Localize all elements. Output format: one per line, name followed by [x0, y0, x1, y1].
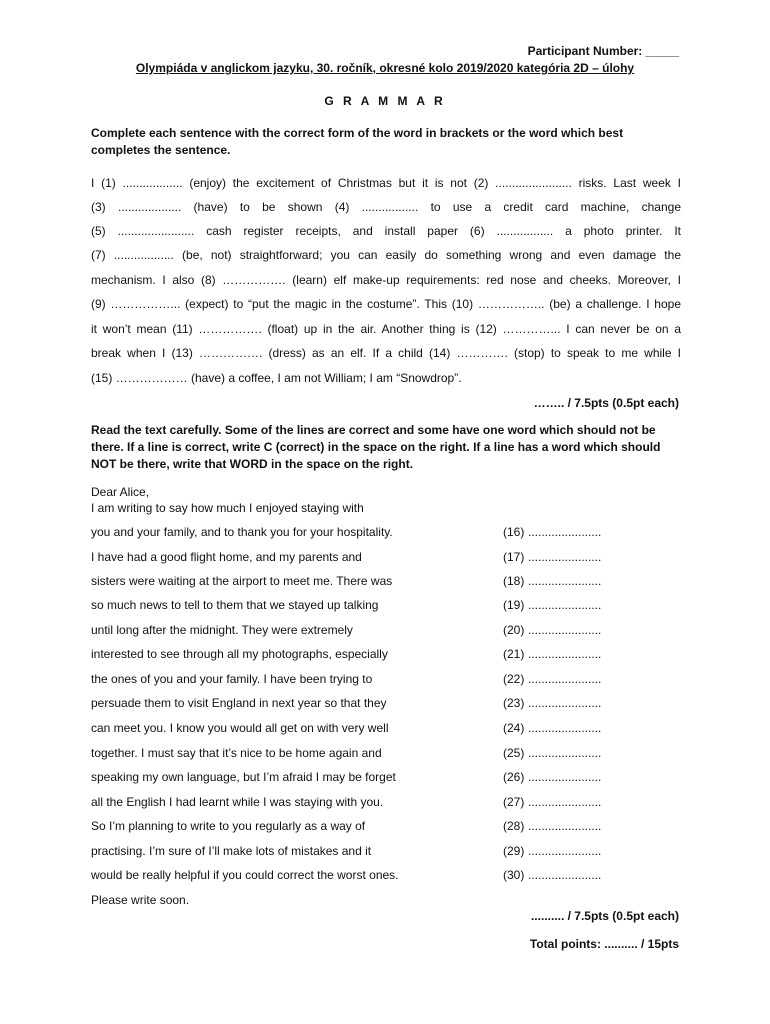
- letter-closing: Please write soon.: [91, 893, 190, 907]
- letter-row-text: So I’m planning to write to you regularly as a way of: [91, 819, 366, 833]
- part1-line: break when I (13) ……………. (dress) as an elf. If a child (14) …………. (stop) to speak to me while I: [91, 346, 681, 360]
- letter-row: [0, 525, 770, 541]
- part1-line: it won’t mean (11) ……………. (float) up in the air. Another thing is (12) …………... I can never be on a: [91, 322, 681, 336]
- item-number: (22): [503, 672, 525, 686]
- part1-line: I (1) .................. (enjoy) the excitement of Christmas but it is not (2) ....................... risks. Last week I: [91, 176, 681, 190]
- letter-row-text: the ones of you and your family. I have been trying to: [91, 672, 373, 686]
- answer-blank: ......................: [528, 550, 602, 564]
- answer-blank: ......................: [528, 598, 602, 612]
- item-number: (29): [503, 844, 525, 858]
- answer-blank: ......................: [528, 819, 602, 833]
- letter-row-text: until long after the midnight. They were extremely: [91, 623, 353, 637]
- letter-row: [0, 623, 770, 639]
- letter-first-line: I am writing to say how much I enjoyed staying with: [91, 501, 364, 515]
- answer-blank: ......................: [528, 672, 602, 686]
- part1-line: (3) ................... (have) to be shown (4) ................. to use a credit card machine, change: [91, 200, 681, 214]
- part1-line: mechanism. I also (8) ……………. (learn) elf make-up requirements: red nose and cheeks. Moreover, I: [91, 273, 681, 287]
- item-number: (16): [503, 525, 525, 539]
- letter-row-text: together. I must say that it’s nice to be home again and: [91, 746, 382, 760]
- part1-instruction: Complete each sentence with the correct form of the word in brackets or the word which best completes the sentence.: [91, 126, 624, 157]
- item-number: (17): [503, 550, 525, 564]
- part1-score: …….. / 7.5pts (0.5pt each): [533, 396, 679, 410]
- item-number: (25): [503, 746, 525, 760]
- letter-row: [0, 598, 770, 614]
- letter-row: [0, 721, 770, 737]
- item-number: (24): [503, 721, 525, 735]
- answer-blank: ......................: [528, 696, 602, 710]
- letter-row: [0, 550, 770, 566]
- part1-line: (7) .................. (be, not) straightforward; you can easily do something wrong and even damage the: [91, 248, 681, 262]
- page-title: Olympiáda v anglickom jazyku, 30. ročník, okresné kolo 2019/2020 kategória 2D – úlohy: [135, 61, 635, 75]
- letter-row: [0, 746, 770, 762]
- letter-row-text: I have had a good flight home, and my parents and: [91, 550, 362, 564]
- letter-greeting: Dear Alice,: [91, 485, 150, 499]
- letter-row: [0, 647, 770, 663]
- part1-line: (5) ....................... cash register receipts, and install paper (6) ................. a photo printer. It: [91, 224, 681, 238]
- letter-row-text: can meet you. I know you would all get on with very well: [91, 721, 389, 735]
- answer-blank: ......................: [528, 770, 602, 784]
- letter-row-text: speaking my own language, but I’m afraid I may be forget: [91, 770, 396, 784]
- letter-row: [0, 574, 770, 590]
- letter-row-text: interested to see through all my photographs, especially: [91, 647, 388, 661]
- letter-row-text: practising. I’m sure of I’ll make lots of mistakes and it: [91, 844, 372, 858]
- answer-blank: ......................: [528, 721, 602, 735]
- item-number: (21): [503, 647, 525, 661]
- answer-blank: ......................: [528, 574, 602, 588]
- item-number: (30): [503, 868, 525, 882]
- item-number: (27): [503, 795, 525, 809]
- letter-row-text: all the English I had learnt while I was staying with you.: [91, 795, 384, 809]
- letter-row-text: so much news to tell to them that we stayed up talking: [91, 598, 379, 612]
- letter-row-text: you and your family, and to thank you for your hospitality.: [91, 525, 393, 539]
- letter-row: [0, 696, 770, 712]
- answer-blank: ......................: [528, 746, 602, 760]
- part1-line: (15) ……………… (have) a coffee, I am not William; I am “Snowdrop”.: [91, 371, 462, 385]
- answer-blank: ......................: [528, 647, 602, 661]
- letter-row: [0, 844, 770, 860]
- letter-row: [0, 819, 770, 835]
- letter-row: [0, 770, 770, 786]
- item-number: (18): [503, 574, 525, 588]
- participant-number: Participant Number: _____: [527, 44, 679, 58]
- letter-row: [0, 868, 770, 884]
- part2-instruction: Read the text carefully. Some of the lines are correct and some have one word which should not be there. If a line is correct, write C (correct) in the space on the right. If a line has a word which should NOT be there, write that WORD in the space on the right.: [91, 423, 661, 471]
- item-number: (28): [503, 819, 525, 833]
- letter-row-text: sisters were waiting at the airport to meet me. There was: [91, 574, 393, 588]
- item-number: (26): [503, 770, 525, 784]
- answer-blank: ......................: [528, 795, 602, 809]
- letter-row-text: would be really helpful if you could correct the worst ones.: [91, 868, 399, 882]
- answer-blank: ......................: [528, 844, 602, 858]
- answer-blank: ......................: [528, 623, 602, 637]
- letter-row: [0, 672, 770, 688]
- answer-blank: ......................: [528, 868, 602, 882]
- letter-row-text: persuade them to visit England in next year so that they: [91, 696, 387, 710]
- letter-row: [0, 795, 770, 811]
- part2-score: .......... / 7.5pts (0.5pt each): [530, 909, 679, 923]
- item-number: (19): [503, 598, 525, 612]
- total-points: Total points: .......... / 15pts: [529, 937, 679, 951]
- part1-line: (9) ……………... (expect) to “put the magic in the costume”. This (10) …………….. (be) a challenge. I hope: [91, 297, 681, 311]
- answer-blank: ......................: [528, 525, 602, 539]
- section-title: G R A M M A R: [324, 94, 446, 108]
- item-number: (20): [503, 623, 525, 637]
- item-number: (23): [503, 696, 525, 710]
